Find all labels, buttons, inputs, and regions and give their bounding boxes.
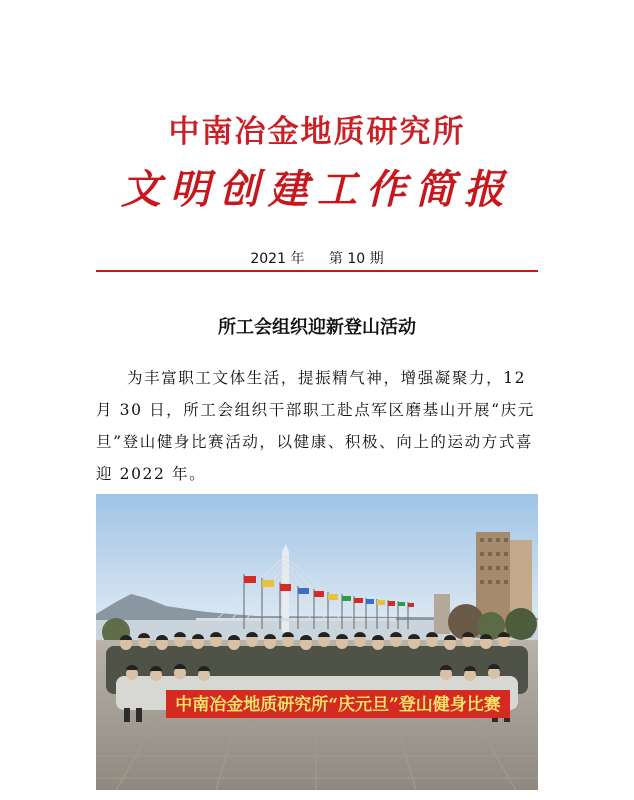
header-divider bbox=[96, 270, 538, 272]
group-photo bbox=[96, 494, 538, 790]
issue-year: 2021 年 bbox=[250, 251, 305, 267]
issue-line bbox=[96, 248, 538, 268]
article-title: 所工会组织迎新登山活动 bbox=[218, 317, 416, 338]
issue-number: 第 10 期 bbox=[328, 251, 384, 267]
masthead bbox=[96, 92, 538, 242]
organization-name: 中南冶金地质研究所 bbox=[168, 114, 466, 150]
article-body: 为丰富职工文体生活，提振精气神，增强凝聚力，12 月 30 日，所工会组织干部职工赴点军区磨基山开展“庆元旦”登山健身比赛活动，以健康、积极、向上的运动方式喜迎 2022 年。 bbox=[96, 369, 535, 483]
group-photo-illustration bbox=[96, 494, 538, 790]
event-banner bbox=[166, 690, 510, 718]
banner-text: 中南冶金地质研究所“庆元旦”登山健身比赛 bbox=[175, 695, 501, 715]
bulletin-name: 文明创建工作简报 bbox=[121, 166, 513, 213]
